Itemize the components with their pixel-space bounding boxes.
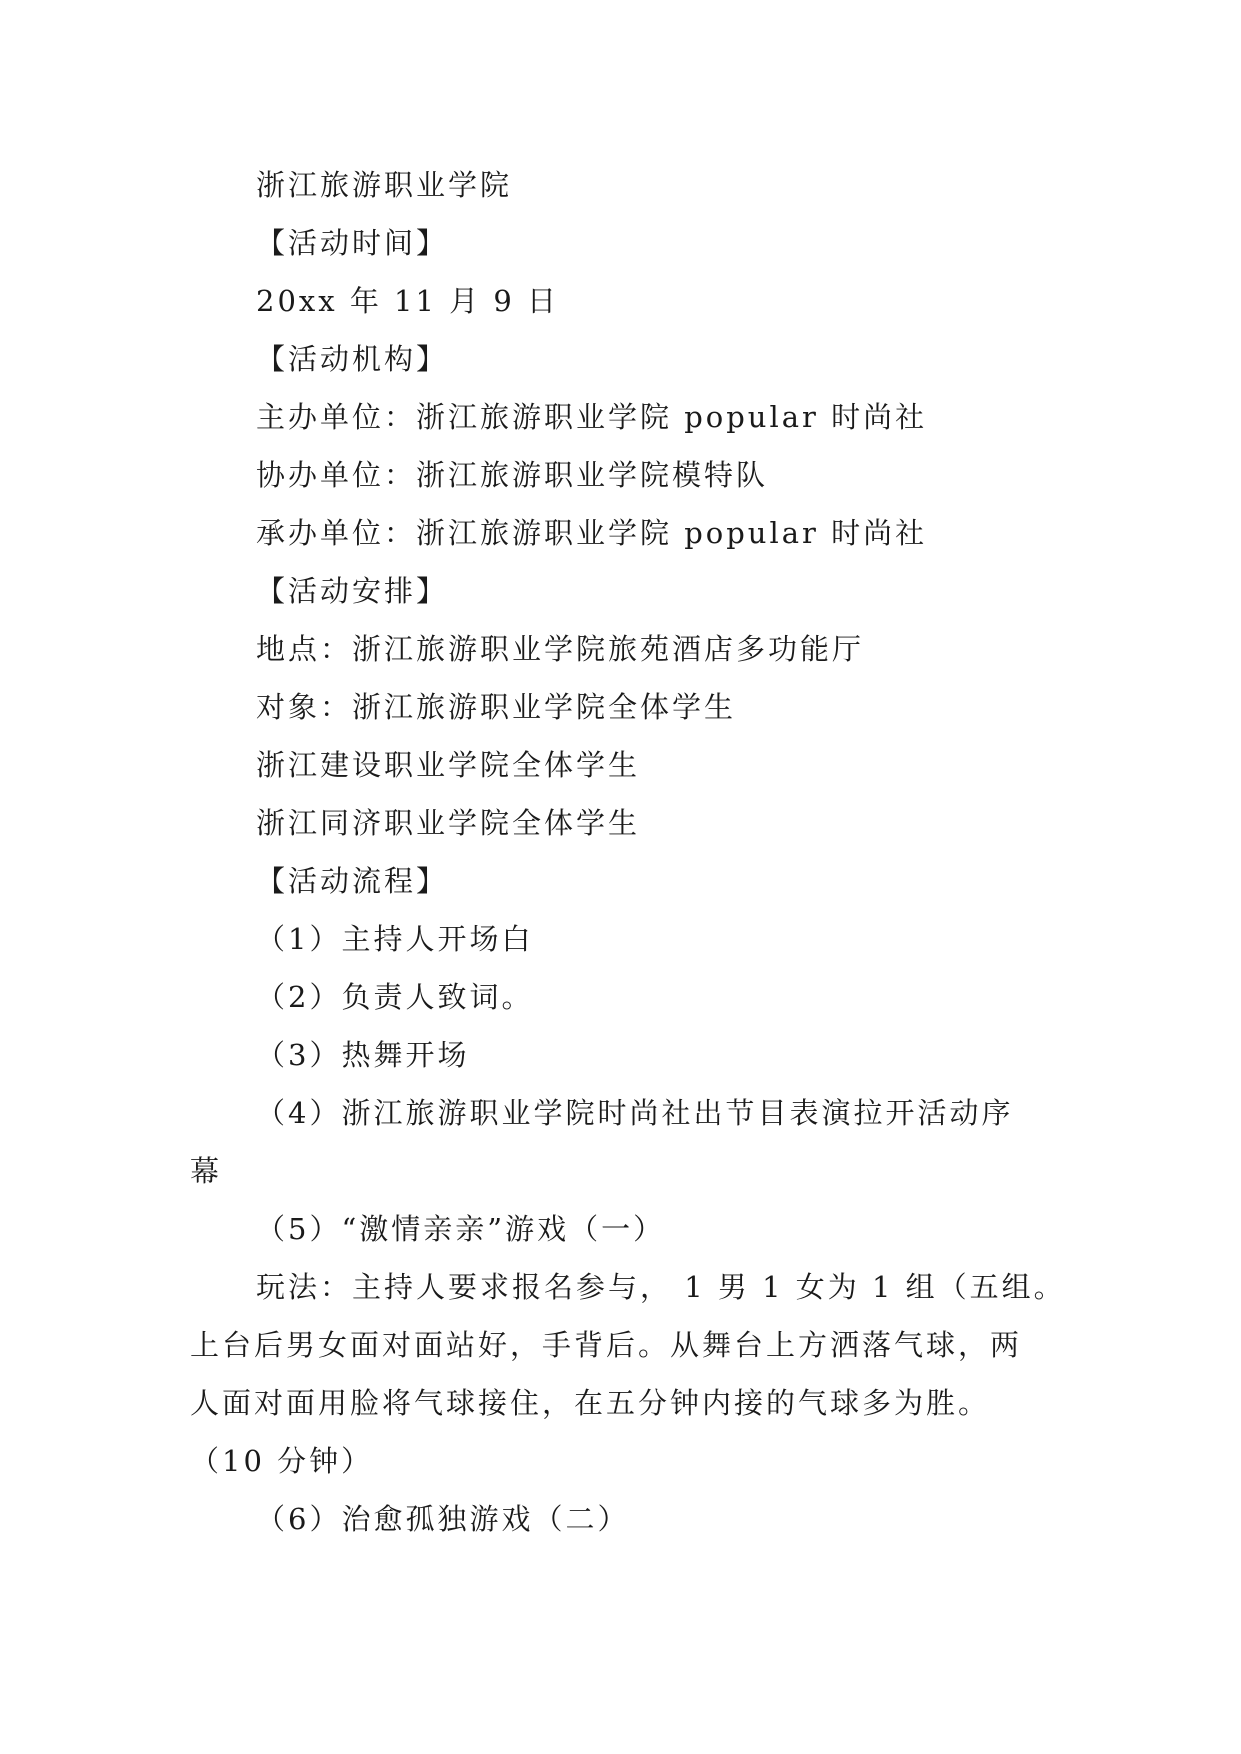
process-step-5: （5）“激情亲亲”游戏（一） xyxy=(256,1212,666,1246)
game-duration: （10 分钟） xyxy=(190,1444,374,1478)
event-location: 地点：浙江旅游职业学院旅苑酒店多功能厅 xyxy=(256,632,865,666)
event-audience-3: 浙江同济职业学院全体学生 xyxy=(256,806,641,840)
process-step-6: （6）治愈孤独游戏（二） xyxy=(256,1502,630,1536)
process-step-4: （4）浙江旅游职业学院时尚社出节目表演拉开活动序 xyxy=(256,1096,1014,1130)
event-audience: 对象：浙江旅游职业学院全体学生 xyxy=(256,690,737,724)
executing-organizer: 承办单位：浙江旅游职业学院 popular 时尚社 xyxy=(256,516,928,550)
game-rules-line-3: 人面对面用脸将气球接住，在五分钟内接的气球多为胜。 xyxy=(190,1386,991,1420)
process-step-3: （3）热舞开场 xyxy=(256,1038,470,1072)
event-date: 20xx 年 11 月 9 日 xyxy=(256,284,560,318)
process-step-2: （2）负责人致词。 xyxy=(256,980,534,1014)
event-audience-2: 浙江建设职业学院全体学生 xyxy=(256,748,641,782)
game-rules-line-1: 玩法：主持人要求报名参与， 1 男 1 女为 1 组（五组。 xyxy=(256,1270,1066,1304)
process-step-1: （1）主持人开场白 xyxy=(256,922,534,956)
school-name-line: 浙江旅游职业学院 xyxy=(256,168,513,202)
game-rules-line-2: 上台后男女面对面站好，手背后。从舞台上方洒落气球，两 xyxy=(190,1328,1023,1362)
section-heading-process: 【活动流程】 xyxy=(256,864,449,898)
section-heading-arrangement: 【活动安排】 xyxy=(256,574,449,608)
co-organizer: 协办单位：浙江旅游职业学院模特队 xyxy=(256,458,769,492)
host-organizer: 主办单位：浙江旅游职业学院 popular 时尚社 xyxy=(256,400,928,434)
process-step-4-continued: 幕 xyxy=(190,1154,223,1188)
section-heading-time: 【活动时间】 xyxy=(256,226,449,260)
section-heading-organizers: 【活动机构】 xyxy=(256,342,449,376)
